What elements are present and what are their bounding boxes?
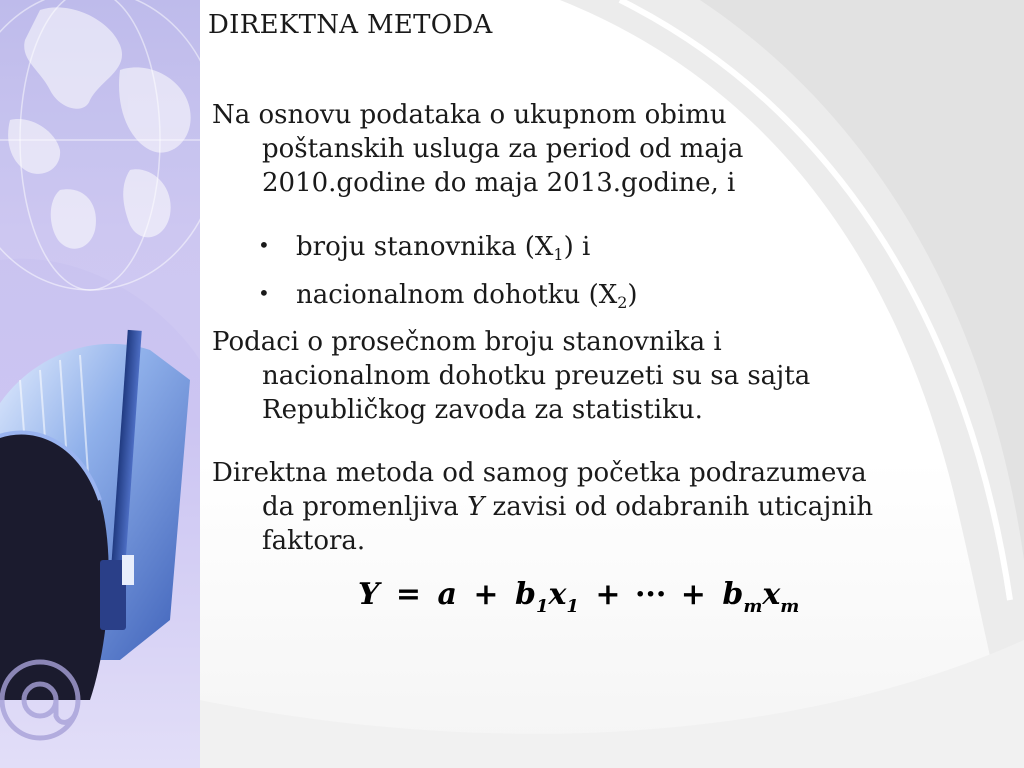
page-title: [208, 10, 493, 40]
bullet-item-1: • broju stanovnika $(X_1)$ i: [258, 228, 590, 264]
regression-formula: [358, 572, 800, 626]
formula-bm: b: [722, 577, 744, 612]
paragraph-3-line-2: da promenljiva Y zavisi od odabranih uticajnih: [262, 492, 874, 522]
title-part-1: DIREKTNA: [208, 10, 359, 40]
paragraph-1: [212, 98, 952, 200]
formula-b1-sub: 1: [535, 596, 549, 617]
decorative-panel: [0, 0, 200, 768]
paragraph-1-line-3: 2010.godine do maja 2013.godine, i: [262, 168, 736, 198]
title-part-2: METODA: [366, 10, 493, 40]
at-sign-icon: [0, 0, 200, 768]
formula-plus-2: +: [595, 577, 621, 612]
paragraph-1-line-2: poštanskih usluga za period od maja: [262, 134, 744, 164]
formula-x1-sub: 1: [566, 596, 579, 617]
paragraph-1-line-1: Na osnovu podataka o ukupnom obimu: [212, 100, 727, 130]
formula-dots: ···: [634, 577, 667, 612]
formula-plus-3: +: [680, 577, 706, 612]
formula-y: Y: [358, 577, 380, 612]
formula-a: a: [437, 577, 457, 612]
paragraph-2-line-2: nacionalnom dohotku preuzeti su sa sajta: [262, 361, 811, 391]
paragraph-3-line-3: faktora.: [262, 526, 366, 556]
formula-equals: =: [395, 577, 422, 612]
svg-text:Y = a: [358, 577, 799, 620]
formula-plus-1: +: [473, 577, 499, 612]
bullet-dot-icon: •: [258, 233, 270, 257]
formula-b1: b: [514, 577, 536, 612]
formula-bm-sub: m: [743, 596, 763, 617]
paragraph-2-line-1: Podaci o prosečnom broju stanovnika i: [212, 327, 722, 357]
paragraph-3: [212, 456, 952, 558]
bullet-dot-icon: •: [258, 281, 270, 305]
formula-xm-sub: m: [780, 596, 800, 617]
formula-x1: x: [548, 577, 567, 612]
paragraph-2: [212, 325, 952, 427]
paragraph-2-line-3: Republičkog zavoda za statistiku.: [262, 395, 703, 425]
bullet-item-2: • nacionalnom dohotku $(X_2)$: [258, 276, 638, 312]
formula-xm: x: [762, 577, 781, 612]
paragraph-3-line-1: Direktna metoda od samog početka podrazumeva: [212, 458, 867, 488]
